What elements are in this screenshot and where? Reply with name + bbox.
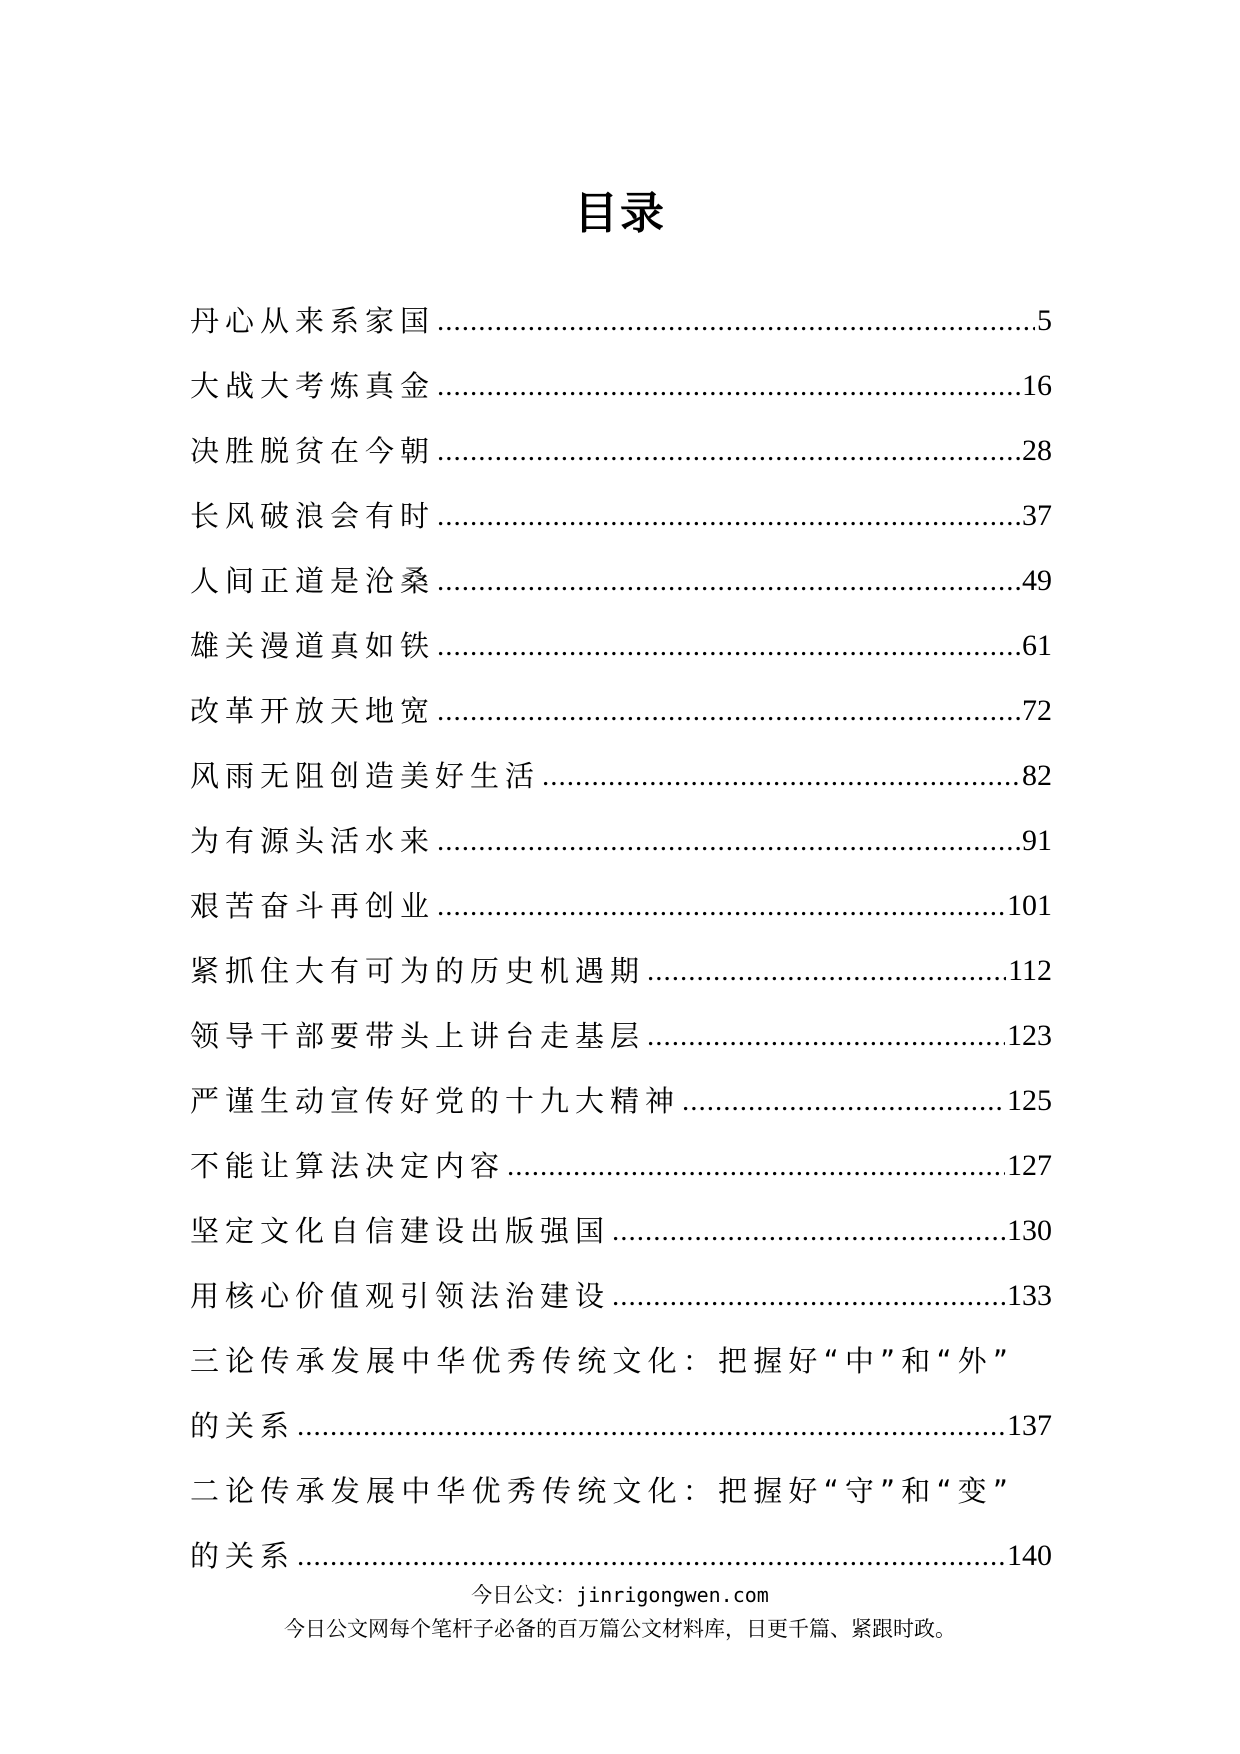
- toc-entry-title: 严谨生动宣传好党的十九大精神: [190, 1084, 681, 1118]
- toc-entry[interactable]: [190, 861, 1052, 926]
- toc-entry-page: 133: [1007, 1279, 1052, 1312]
- toc-entry-page: 72: [1022, 694, 1052, 727]
- toc-entry-title: 决胜脱贫在今朝: [190, 434, 436, 468]
- toc-entry-title: 紧抓住大有可为的历史机遇期: [190, 954, 646, 988]
- toc-entry-page: 137: [1007, 1409, 1052, 1442]
- toc-entry-page: 61: [1022, 629, 1052, 662]
- toc-entry-page: 112: [1008, 954, 1052, 987]
- toc-entry-page: 91: [1022, 824, 1052, 857]
- toc-leader-dots: [437, 431, 1020, 471]
- page-title: 目录: [574, 188, 666, 239]
- footer-slogan: 今日公文网每个笔杆子必备的百万篇公文材料库，日更千篇、紧跟时政。: [284, 1617, 956, 1641]
- toc-leader-dots: [297, 1406, 1005, 1446]
- toc-leader-dots: [437, 496, 1020, 536]
- toc-entry-page: 28: [1022, 434, 1052, 467]
- toc-leader-dots: [437, 626, 1020, 666]
- toc-leader-dots: [612, 1276, 1005, 1316]
- toc-entry[interactable]: [190, 1186, 1052, 1251]
- toc-entry[interactable]: [190, 1056, 1052, 1121]
- toc-leader-dots: [542, 756, 1020, 796]
- toc-entry[interactable]: [190, 536, 1052, 601]
- toc-leader-dots: [507, 1146, 1005, 1186]
- toc-leader-dots: [612, 1211, 1005, 1251]
- toc-entry-page: 37: [1022, 499, 1052, 532]
- toc-entry-page: 123: [1007, 1019, 1052, 1052]
- footer-site-label: 今日公文：: [471, 1583, 577, 1607]
- toc-entry[interactable]: [190, 1121, 1052, 1186]
- toc-entry-page: 101: [1007, 889, 1052, 922]
- toc-entry-title: 人间正道是沧桑: [190, 564, 436, 598]
- toc-entry[interactable]: [190, 731, 1052, 796]
- toc-entry-title: 三论传承发展中华优秀传统文化：把握好“中”和“外”: [190, 1344, 1015, 1378]
- toc-entry-title: 丹心从来系家国: [190, 304, 436, 338]
- toc-entry-page: 125: [1007, 1084, 1052, 1117]
- toc-entry[interactable]: [190, 601, 1052, 666]
- toc-leader-dots: [437, 821, 1020, 861]
- toc-entry-long-line2[interactable]: [190, 1511, 1052, 1576]
- toc-entry-title: 艰苦奋斗再创业: [190, 889, 436, 923]
- toc-entry[interactable]: [190, 991, 1052, 1056]
- toc-entry[interactable]: [190, 471, 1052, 536]
- toc-leader-dots: [437, 366, 1020, 406]
- toc-leader-dots: [437, 886, 1005, 926]
- toc-entry-page: 82: [1022, 759, 1052, 792]
- toc-entry-title: 长风破浪会有时: [190, 499, 436, 533]
- toc-entry[interactable]: [190, 1251, 1052, 1316]
- toc-entry[interactable]: [190, 341, 1052, 406]
- toc-entry[interactable]: [190, 276, 1052, 341]
- footer-site-line: [0, 1580, 1240, 1610]
- toc-entry-page: 130: [1007, 1214, 1052, 1247]
- toc-entry-title: 坚定文化自信建设出版强国: [190, 1214, 611, 1248]
- toc-leader-dots: [437, 301, 1035, 341]
- toc-entry-title: 为有源头活水来: [190, 824, 436, 858]
- table-of-contents: [190, 276, 1052, 1576]
- toc-entry-title: 领导干部要带头上讲台走基层: [190, 1019, 646, 1053]
- toc-entry-page: 127: [1007, 1149, 1052, 1182]
- toc-entry[interactable]: [190, 796, 1052, 861]
- toc-entry-page: 49: [1022, 564, 1052, 597]
- footer-site-link[interactable]: jinrigongwen.com: [576, 1583, 769, 1607]
- toc-entry[interactable]: [190, 926, 1052, 991]
- toc-entry-title-continued: 的关系: [190, 1409, 296, 1443]
- toc-entry[interactable]: [190, 406, 1052, 471]
- toc-entry-page: 5: [1037, 304, 1052, 337]
- toc-entry[interactable]: [190, 666, 1052, 731]
- toc-entry-title: 改革开放天地宽: [190, 694, 436, 728]
- toc-entry-title: 雄关漫道真如铁: [190, 629, 436, 663]
- toc-entry-title: 不能让算法决定内容: [190, 1149, 506, 1183]
- toc-leader-dots: [647, 1016, 1005, 1056]
- toc-entry-page: 16: [1022, 369, 1052, 402]
- toc-entry-title: 二论传承发展中华优秀传统文化：把握好“守”和“变”: [190, 1474, 1015, 1508]
- toc-entry-title: 大战大考炼真金: [190, 369, 436, 403]
- toc-entry-page: 140: [1007, 1539, 1052, 1572]
- toc-entry-title: 风雨无阻创造美好生活: [190, 759, 541, 793]
- toc-leader-dots: [297, 1536, 1005, 1576]
- toc-leader-dots: [647, 951, 1006, 991]
- toc-entry-long-line2[interactable]: [190, 1381, 1052, 1446]
- toc-entry-long-line1[interactable]: [190, 1446, 1052, 1511]
- toc-entry-title: 用核心价值观引领法治建设: [190, 1279, 611, 1313]
- toc-entry-title-continued: 的关系: [190, 1539, 296, 1573]
- toc-entry-long-line1[interactable]: [190, 1316, 1052, 1381]
- toc-leader-dots: [682, 1081, 1005, 1121]
- toc-leader-dots: [437, 691, 1020, 731]
- toc-leader-dots: [437, 561, 1020, 601]
